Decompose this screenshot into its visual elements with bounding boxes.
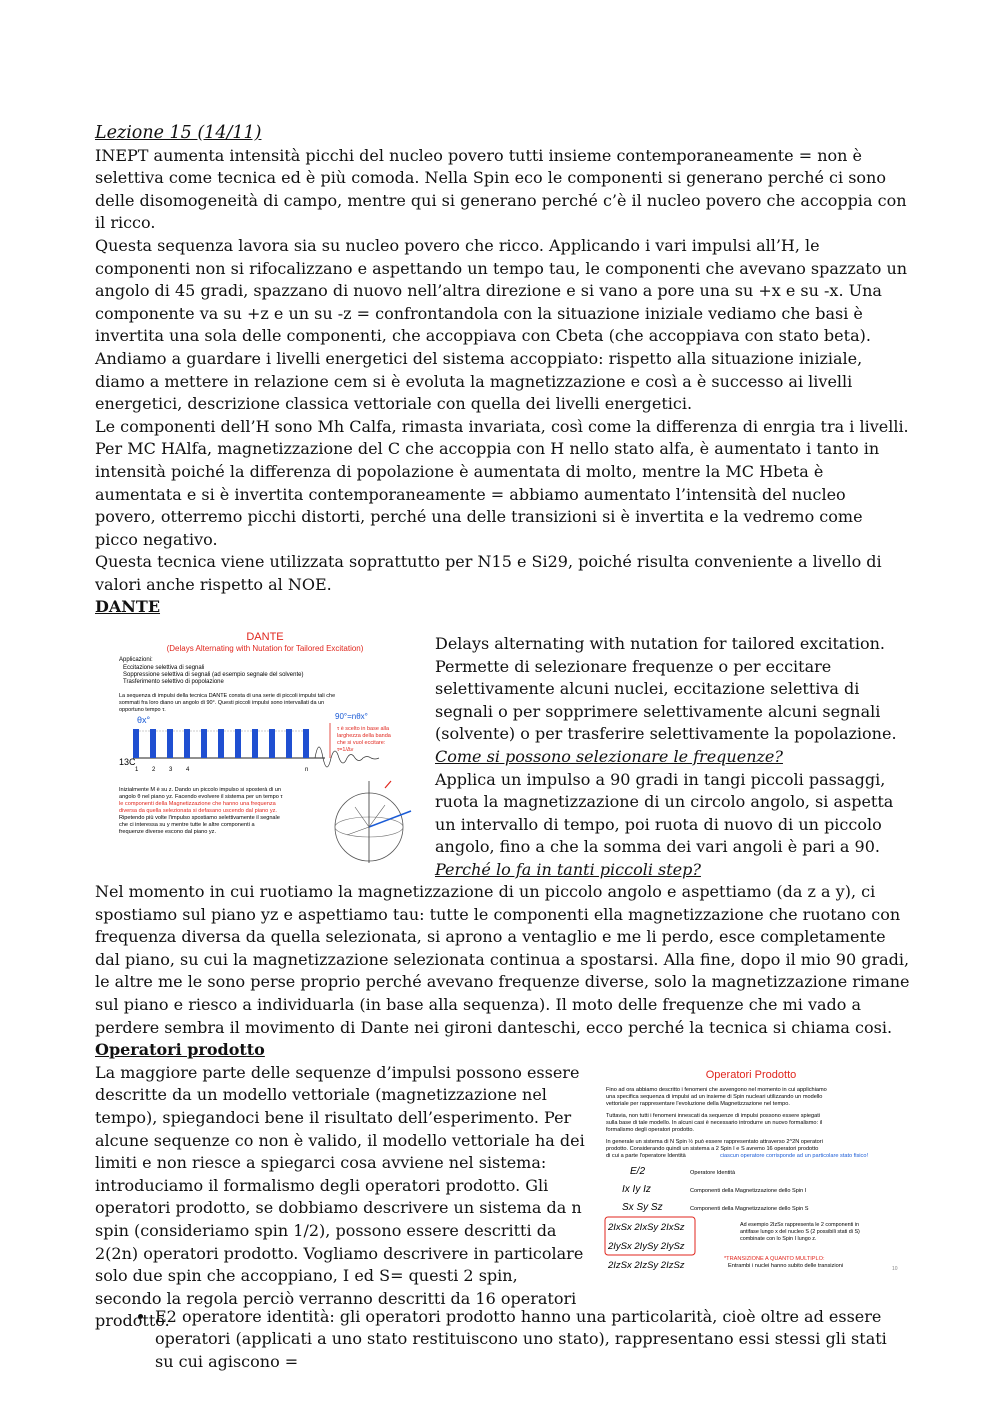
paragraph: Questa sequenza lavora sia su nucleo povero che ricco. Applicando i vari impulsi all’H, le componenti non si rifocalizzano e aspettando un tempo tau, le componenti che avevano spazzato un angolo di 45 gradi, spazzano di nuovo nell’altra direzione e si vano a pore una su +x e su -x. Una componente va su +z e un su -z = confrontandola con la situazione iniziale vediamo che basi è invertita una sola delle componenti, che accoppiava con Cbeta (che accoppiava con stato beta). [95, 235, 908, 346]
paragraph: Questa tecnica viene utilizzata soprattutto per N15 e Si29, poiché risulta conveniente a livello di valori anche rispetto al NOE. [95, 552, 882, 594]
rf-pulse [235, 729, 241, 758]
op-fig-line: Tuttavia, non tutti i fenomeni innescati da sequenze di impulsi possono essere spiegati [606, 1112, 821, 1119]
fig-page-number: 10 [892, 1265, 898, 1272]
lesson-title: Lezione 15 (14/11) [95, 123, 262, 143]
rf-pulse [286, 729, 292, 758]
pulse-number: 4 [186, 767, 190, 774]
rf-pulse [167, 729, 173, 758]
multi-text: Entrambi i nuclei hanno subito delle transizioni [728, 1262, 844, 1269]
op-fig-line: sulla base di tale modello. In alcuni casi è necessario introdurre un nuovo formalismo: il [606, 1119, 823, 1126]
op-row-desc: Componenti della Magnetizzazione dello Spin S [690, 1205, 809, 1212]
operators-figure [600, 1066, 902, 1294]
antiphase-note: combinate con lo Spin I lungo z. [740, 1235, 817, 1242]
fig-desc-line: sommati fra loro diano un angolo di 90°. Questi piccoli impulsi sono intervallati da un [119, 700, 325, 707]
rf-pulse [133, 729, 139, 758]
op-row-ops: 2IxSx 2IxSy 2IxSz [608, 1221, 685, 1233]
rf-pulse [201, 729, 207, 758]
dante-fig-title: DANTE [246, 631, 284, 644]
op-row-ops: 2IySx 2IySy 2IySz [608, 1240, 685, 1252]
antiphase-note: Ad esempio 2IzSx rappresenta le 2 componenti in [740, 1221, 859, 1228]
applications-label: Applicazioni: [119, 657, 153, 664]
op-fig-line: vettoriale per rappresentare l'evoluzione della Magnetizzazione nel tempo. [606, 1100, 790, 1107]
multi-title: *TRANSIZIONE A QUANTO MULTIPLO: [724, 1255, 825, 1262]
op-fig-colored: ciascun operatore corrisponde ad un particolare stato fisico! [720, 1152, 869, 1159]
dante-question-2: Perché lo fa in tanti piccoli step? [435, 860, 701, 879]
pulse-number: 2 [152, 767, 156, 774]
section-heading-operators: Operatori prodotto [95, 1040, 265, 1060]
application-item: Soppressione selettiva di segnali (ad esempio segnale del solvente) [123, 672, 304, 679]
op-row-ops: Ix Iy Iz [622, 1183, 651, 1195]
nucleus-label: 13C [119, 757, 136, 768]
document-page [95, 120, 910, 1374]
fig-desc-line: opportuno tempo τ. [119, 707, 166, 714]
fig-bottom-line: le componenti della Magnetizzazione che hanno una frequenza [119, 801, 276, 808]
op-fig-line: formalismo degli operatori prodotto. [606, 1126, 694, 1133]
operators-section [95, 1062, 910, 1331]
pulse-train [133, 729, 309, 758]
fig-bottom-line: diversa da quella selezionata si defasano uscendo dal piano yz. [119, 808, 277, 815]
pulse-number: n [305, 767, 309, 774]
op-fig-line: di cui a parte l'operatore Identità [606, 1152, 686, 1159]
rf-pulse [303, 729, 309, 758]
sum-label: 90°=nθx° [335, 712, 368, 722]
bloch-sphere-diagram [335, 781, 411, 863]
application-item: Eccitazione selettiva di segnali [123, 665, 205, 672]
op-fig-title: Operatori Prodotto [705, 1068, 797, 1081]
op-row-ops: 2IzSx 2IzSy 2IzSz [608, 1259, 685, 1271]
fig-bottom-line: Inizialmente M è su z. Dando un piccolo impulso si sposterà di un [119, 787, 281, 794]
paragraph: INEPT aumenta intensità picchi del nucleo povero tutti insieme contemporaneamente = non è selettiva come tecnica ed è più comoda. Nella Spin eco le componenti si generano perché ci sono delle disomogeneità di campo, mentre qui si generano perché c’è il nucleo povero che accoppia con il ricco. [95, 145, 907, 233]
rf-pulse [150, 729, 156, 758]
dante-text-1: Delays alternating with nutation for tailored excitation. Permette di selezionare frequenze o per eccitare selettivamente alcuni nuclei, eccitazione selettiva di segnali o per sopprimere selettivamente alcuni segnali (solvente) o per trasferire selettivamente la popolazione. [435, 634, 897, 744]
antiphase-note: antifase lungo x del nucleo S (2 possibili stati di S) [740, 1228, 860, 1235]
tau-note: che si vuol eccitare: [337, 740, 386, 747]
list-item: • E2 operatore identità: gli operatori prodotto hanno una particolarità, cioè oltre ad essere operatori (applicati a uno stato restituiscono uno stato), rappresentano essi stessi gli stati su cui agiscono = [155, 1306, 910, 1374]
rf-pulse [252, 729, 258, 758]
op-row-desc: Operatore Identità [690, 1169, 736, 1176]
op-row-ops: Sx Sy Sz [622, 1201, 663, 1213]
tau-note: larghezza della banda [337, 733, 391, 740]
operators-text: La maggiore parte delle sequenze d’impulsi possono essere descritte da un modello vettoriale (magnetizzazione nel tempo), spiegandoci bene il risultato dell’esperimento. Per alcune sequenze co non è valido, il modello vettoriale ha dei limiti e non riesce a spiegarci cosa avviene nel sistema: introduciamo il formalismo degli operatori prodotto. Gli operatori prodotto, se dobbiamo descrivere un sistema da n spin (consideriamo spin 1/2), possono essere descritti da 2(2n) operatori prodotto. Vogliamo descrivere in particolare solo due spin che accoppiano, I ed S= questi 2 spin, secondo la regola perciò verranno descritti da 16 operatori prodotto. [95, 1062, 585, 1331]
fig-bottom-line: Ripetendo più volte l'impulso spostiamo selettivamente il segnale [119, 815, 280, 822]
fig-bottom-line: frequenze diverse escono dal piano yz. [119, 829, 217, 836]
section-heading-dante: DANTE [95, 597, 161, 617]
paragraph: Nel momento in cui ruotiamo la magnetizzazione di un piccolo angolo e aspettiamo (da z a y), ci spostiamo sul piano yz e aspettiamo tau: tutte le componenti ella magnetizzazione che ruotano con frequenza diversa da quella selezionata, si aprono a ventaglio e me li perdo, esce completamente dal piano, su cui la magnetizzazione selezionata continua a spostarsi. Alla fine, dopo il mio 90 gradi, le altre me le sono perse proprio perché avevano frequenze diverse, solo la magnetizzazione rimane sul piano e riesco a individuarla (in base alla sequenza). Il moto delle frequenze che mi vado a perdere sembra il movimento di Dante nei gironi danteschi, ecco perché la tecnica si chiama cosi. [95, 882, 910, 1037]
op-fig-line: prodotto. Considerando quindi un sistema a 2 Spin I e S avremo 16 operatori prodotto [606, 1145, 819, 1152]
dante-fig-subtitle: (Delays Alternating with Nutation for Tailored Excitation) [166, 644, 364, 654]
pulse-number: 3 [169, 767, 173, 774]
op-fig-line: una specifica sequenza di impulsi ad un insieme di Spin nucleari utilizzando un modello [606, 1093, 823, 1100]
pulse-number: 1 [135, 767, 139, 774]
op-fig-line: Fino ad ora abbiamo descritto i fenomeni che avvengono nel momento in cui applichiamo [606, 1086, 827, 1093]
paragraph: Le componenti dell’H sono Mh Calfa, rimasta invariata, così come la differenza di enrgia tra i livelli. Per MC HAlfa, magnetizzazione del C che accoppia con H nello stato alfa, è aumentato i tanto in intensità poiché la differenza di popolazione è aumentata di molto, mentre la MC Hbeta è aumentata e si è invertita contemporaneamente = abbiamo aumentato l’intensità del nucleo povero, otterremo picchi distorti, perché una delle transizioni si è invertita e la vedremo come picco negativo. [95, 416, 909, 549]
fig-desc-line: La sequenza di impulsi della tecnica DANTE consta di una serie di piccoli impulsi tali che [119, 693, 336, 700]
rf-pulse [184, 729, 190, 758]
op-row-desc: Componenti della Magnetizzazione dello Spin I [690, 1187, 807, 1194]
op-row-ops: E/2 [630, 1165, 646, 1177]
fig-bottom-line: angolo θ nel piano yz. Facendo evolvere il sistema per un tempo τ [119, 794, 283, 801]
dante-figure [115, 631, 415, 871]
tau-note: τ è scelto in base alla [337, 726, 390, 733]
paragraph: Andiamo a guardare i livelli energetici del sistema accoppiato: rispetto alla situazione iniziale, diamo a mettere in relazione cem si è evoluta la magnetizzazione e così a è successo ai livelli energetici, descrizione classica vettoriale con quella dei livelli energetici. [95, 348, 863, 414]
rf-pulse [218, 729, 224, 758]
op-fig-line: In generale un sistema di N Spin ½ può essere rappresentato attraverso 2^2N operatori [606, 1138, 823, 1145]
rf-pulse [269, 729, 275, 758]
fig-bottom-line: che ci interessa su y mentre tutte le altre componenti a [119, 822, 255, 829]
dante-question-1: Come si possono selezionare le frequenze? [435, 747, 783, 767]
dante-text-2: Applica un impulso a 90 gradi in tangi piccoli passaggi, ruota la magnetizzazione di un circolo angolo, si aspetta un intervallo di tempo, poi ruota di nuovo di un piccolo angolo, fino a che la somma dei vari angoli è pari a 90. [435, 769, 894, 857]
tau-note: τ=1/Δν [337, 747, 354, 754]
dante-description [435, 633, 905, 882]
application-item: Trasferimento selettivo di popolazione [123, 679, 224, 686]
dante-section [95, 619, 910, 881]
theta-label: θx° [137, 715, 151, 726]
